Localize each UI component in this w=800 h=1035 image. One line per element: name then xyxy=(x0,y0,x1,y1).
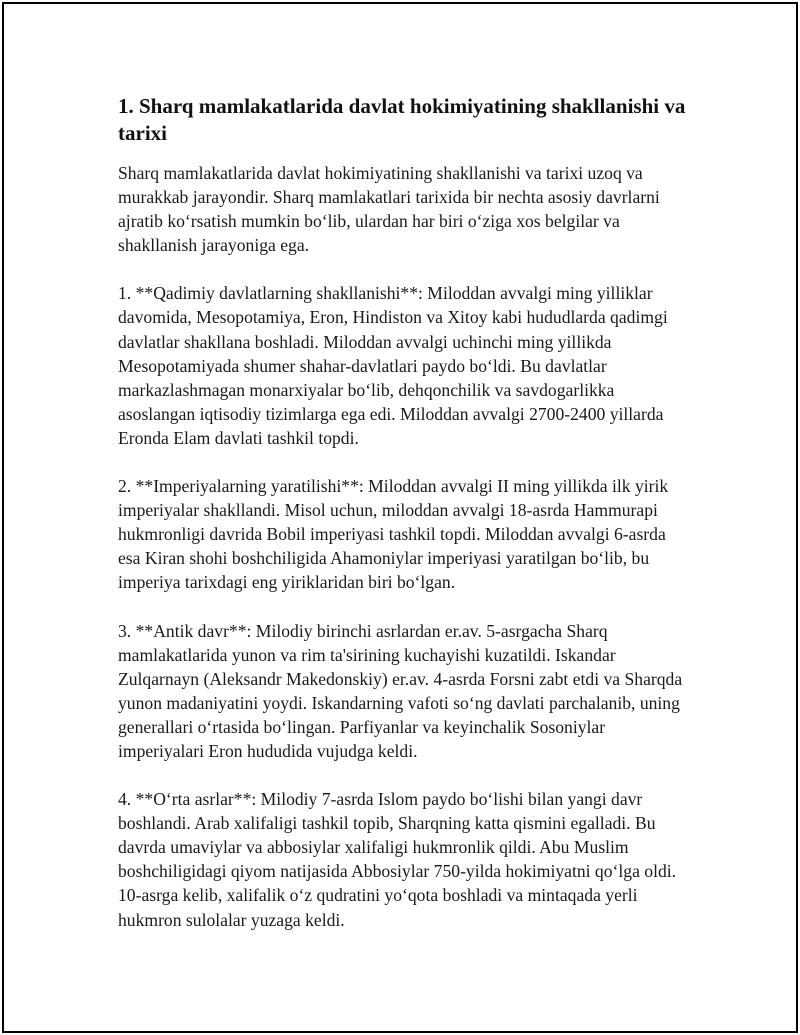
paragraph-intro: Sharq mamlakatlarida davlat hokimiyatining shakllanishi va tarixi uzoq va murakkab jarayondir. Sharq mamlakatlari tarixida bir nechta asosiy davrlarni ajratib koʻrsatish mumkin boʻlib, ulardan har biri oʻziga xos belgilar va shakllanish jarayoniga ega. xyxy=(118,163,660,256)
document-body xyxy=(118,93,688,956)
paragraph-ancient-states: 1. **Qadimiy davlatlarning shakllanishi**: Miloddan avvalgi ming yilliklar davomida, Mesopotamiya, Eron, Hindiston va Xitoy kabi hududlarda qadimgi davlatlar shakllana boshladi. Miloddan avvalgi uchinchi ming yillikda Mesopotamiyada shumer shahar-davlatlari paydo boʻldi. Bu davlatlar markazlashmagan monarxiyalar boʻlib, dehqonchilik va savdogarlikka asoslangan iqtisodiy tizimlarga ega edi. Miloddan avvalgi 2700-2400 yillarda Eronda Elam davlati tashkil topdi. xyxy=(118,283,668,448)
document-title: 1. Sharq mamlakatlarida davlat hokimiyatining shakllanishi va tarixi xyxy=(118,94,686,145)
paragraph-empires: 2. **Imperiyalarning yaratilishi**: Miloddan avvalgi II ming yillikda ilk yirik imperiyalar shakllandi. Misol uchun, miloddan avvalgi 18-asrda Hammurapi hukmronligi davrida Bobil imperiyasi tashkil topdi. Miloddan avvalgi 6-asrda esa Kiran shohi boshchiligida Ahamoniylar imperiyasi yaratilgan boʻlib, bu imperiya tarixdagi eng yiriklaridan biri boʻlgan. xyxy=(118,476,669,593)
paragraph-middle-ages: 4. **Oʻrta asrlar**: Milodiy 7-asrda Islom paydo boʻlishi bilan yangi davr boshlandi. Arab xalifaligi tashkil topib, Sharqning katta qismini egalladi. Bu davrda umaviylar va abbosiylar xalifaligi hukmronlik qildi. Abu Muslim boshchiligidagi qiyom natijasida Abbosiylar 750-yilda hokimiyatni qoʻlga oldi. 10-asrga kelib, xalifalik oʻz qudratini yoʻqota boshladi va mintaqada yerli hukmron sulolalar yuzaga keldi. xyxy=(118,789,677,930)
paragraph-antique-period: 3. **Antik davr**: Milodiy birinchi asrlardan er.av. 5-asrgacha Sharq mamlakatlarida yunon va rim ta'sirining kuchayishi kuzatildi. Iskandar Zulqarnayn (Aleksandr Makedonskiy) er.av. 4-asrda Forsni zabt etdi va Sharqda yunon madaniyatini yoydi. Iskandarning vafoti soʻng davlati parchalanib, uning generallari oʻrtasida boʻlingan. Parfiyanlar va keyinchalik Sosoniylar imperiyalari Eron hududida vujudga keldi. xyxy=(118,620,683,761)
